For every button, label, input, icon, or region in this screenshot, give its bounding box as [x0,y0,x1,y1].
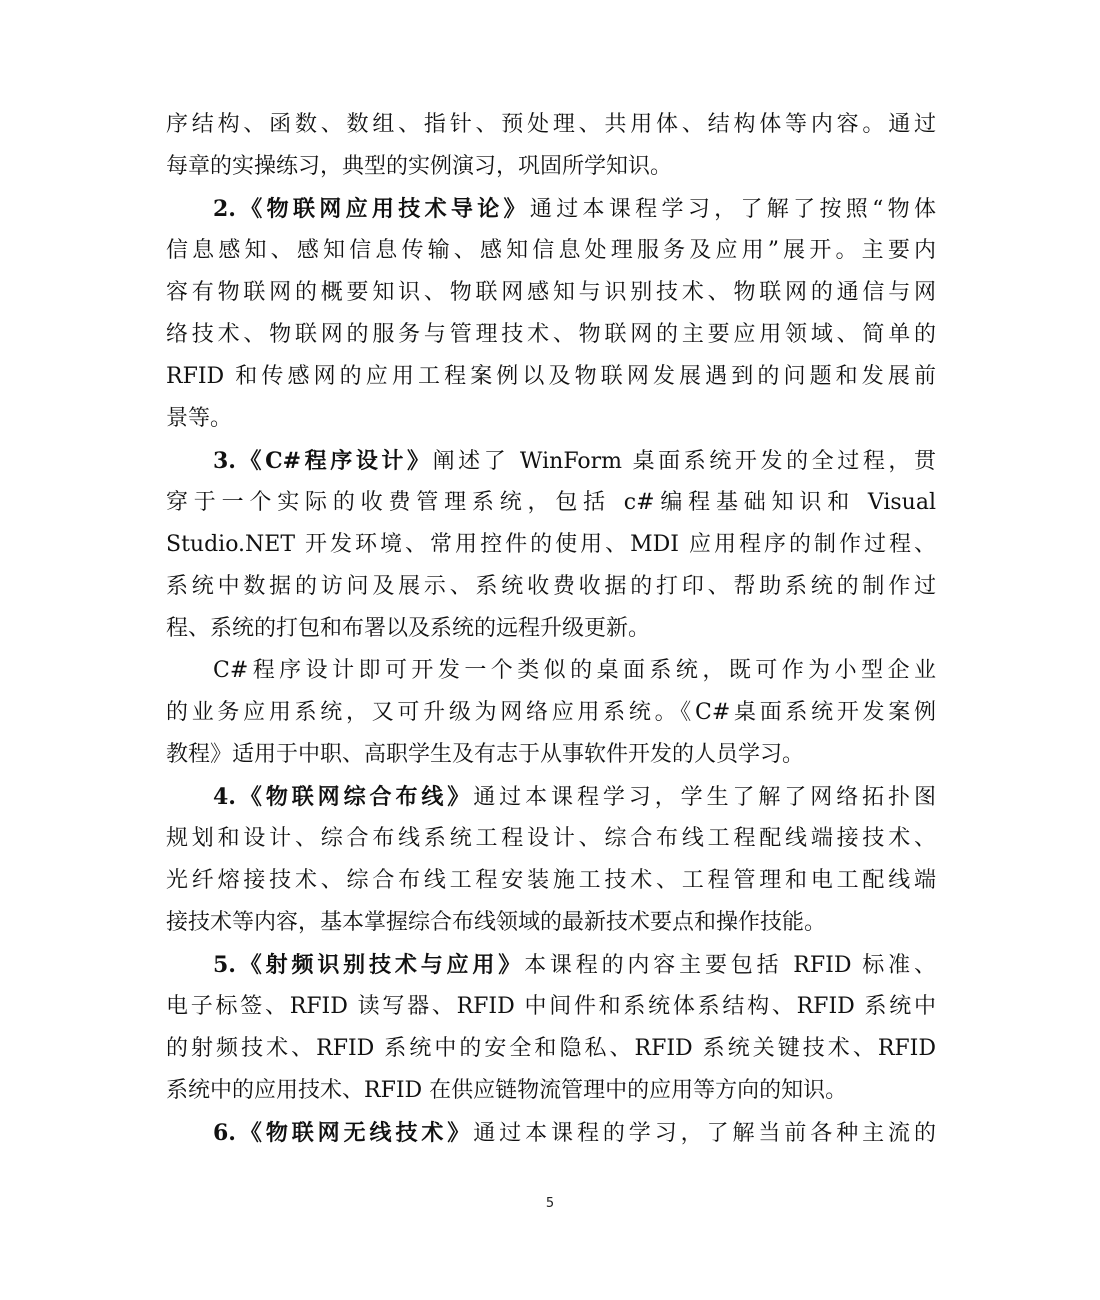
course-item-5 [166,944,936,1112]
document-body [166,104,936,1154]
text-line: 通过本课程的学习，了解当前各种主流的 [473,1121,936,1146]
text-line: 的射频技术、RFID 系统中的安全和隐私、RFID 系统关键技术、RFID [166,1036,936,1061]
course-title: 《射频识别技术与应用》 [235,952,525,978]
text-line: 每章的实操练习，典型的实例演习，巩固所学知识。 [166,154,673,179]
text-line: RFID 和传感网的应用工程案例以及物联网发展遇到的问题和发展前 [166,364,936,389]
text-line: 光纤熔接技术、综合布线工程安装施工技术、工程管理和电工配线端 [166,868,936,893]
text-line: 景等。 [166,406,233,431]
text-line: 系统中数据的访问及展示、系统收费收据的打印、帮助系统的制作过 [166,574,936,599]
course-item-4 [166,776,936,944]
text-line: 程、系统的打包和布署以及系统的远程升级更新。 [166,616,651,641]
paragraph-csharp-summary [166,650,936,776]
text-line: 本课程的内容主要包括 RFID 标准、 [524,953,936,978]
text-line: 容有物联网的概要知识、物联网感知与识别技术、物联网的通信与网 [166,280,936,305]
text-line: Studio.NET 开发环境、常用控件的使用、MDI 应用程序的制作过程、 [166,532,936,557]
course-title: 《物联网应用技术导论》 [235,196,530,222]
course-title: 《物联网无线技术》 [235,1120,474,1146]
course-heading-line [166,188,936,230]
course-title: 《C#程序设计》 [235,448,433,474]
course-title: 《物联网综合布线》 [235,784,474,810]
text-line: 系统中的应用技术、RFID 在供应链物流管理中的应用等方向的知识。 [166,1078,848,1103]
course-item-6 [166,1112,936,1154]
text-line: C#程序设计即可开发一个类似的桌面系统，既可作为小型企业 [213,658,936,683]
text-line: 络技术、物联网的服务与管理技术、物联网的主要应用领域、简单的 [166,322,936,347]
item-number: 3. [213,448,236,474]
text-line: 阐述了 WinForm 桌面系统开发的全过程，贯 [432,449,936,474]
text-line: 信息感知、感知信息传输、感知信息处理服务及应用”展开。主要内 [166,238,936,263]
item-number: 5. [213,952,236,978]
course-item-2 [166,188,936,440]
course-heading-line [166,1112,936,1154]
text-line: 通过本课程学习，了解了按照“物体 [529,197,936,222]
item-number: 4. [213,784,236,810]
text-line: 序结构、函数、数组、指针、预处理、共用体、结构体等内容。通过 [166,112,936,137]
item-number: 2. [213,196,236,222]
text-line: 接技术等内容，基本掌握综合布线领域的最新技术要点和操作技能。 [166,910,827,935]
text-line: 教程》适用于中职、高职学生及有志于从事软件开发的人员学习。 [166,742,805,767]
text-line: 的业务应用系统，又可升级为网络应用系统。《C#桌面系统开发案例 [166,700,936,725]
course-heading-line [166,776,936,818]
text-line: 电子标签、RFID 读写器、RFID 中间件和系统体系结构、RFID 系统中 [166,994,936,1019]
course-heading-line [166,440,936,482]
course-heading-line [166,944,936,986]
text-line: 规划和设计、综合布线系统工程设计、综合布线工程配线端接技术、 [166,826,936,851]
course-item-3 [166,440,936,650]
page-number: 5 [545,1196,555,1211]
text-line: 穿于一个实际的收费管理系统，包括 c#编程基础知识和 Visual [166,490,936,515]
item-number: 6. [213,1120,236,1146]
text-line: 通过本课程学习，学生了解了网络拓扑图 [473,785,936,810]
paragraph-continuation [166,104,936,188]
